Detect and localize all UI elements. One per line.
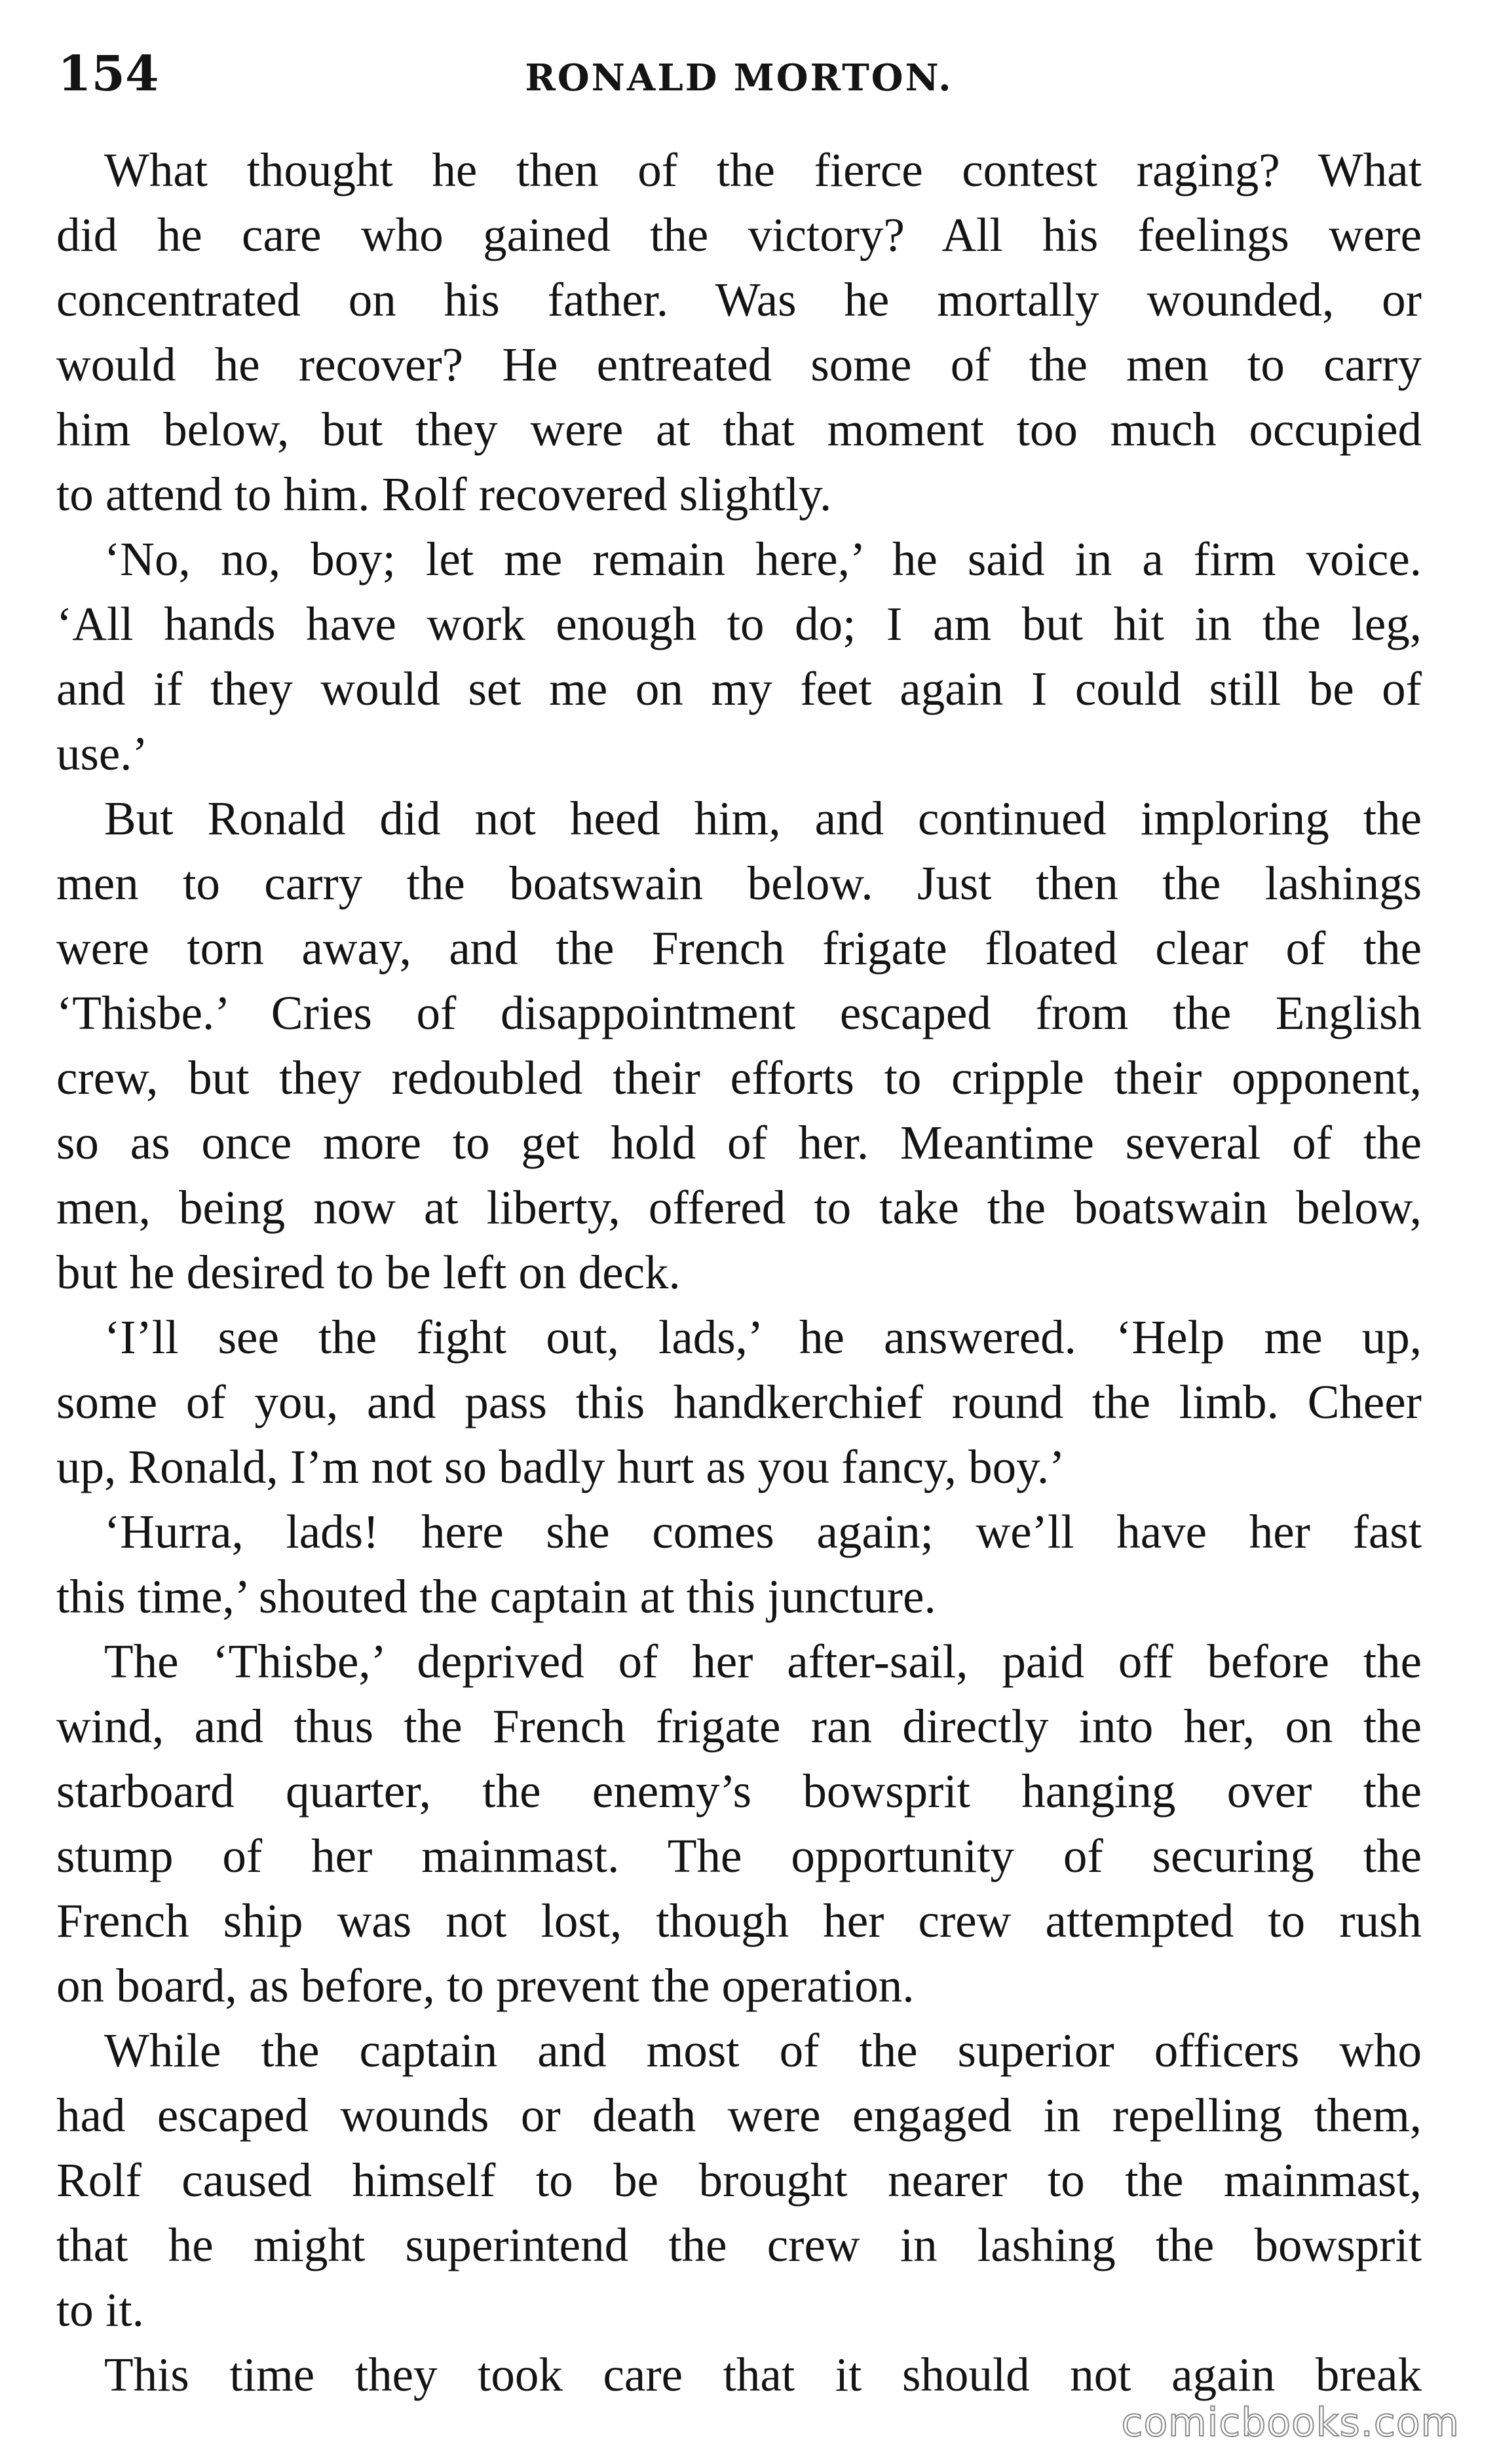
text-line: ‘No, no, boy; let me remain here,’ he said in a firm voice.: [56, 532, 1422, 586]
text-line: him below, but they were at that moment too much occupied: [56, 403, 1422, 456]
text-line: up, Ronald, I’m not so badly hurt as you fancy, boy.’: [56, 1440, 1065, 1493]
text-line: ‘All hands have work enough to do; I am but hit in the leg,: [56, 597, 1422, 650]
text-line: did he care who gained the victory? All his feelings were: [56, 208, 1422, 261]
text-line: use.’: [56, 727, 148, 780]
text-line: some of you, and pass this handkerchief round the limb. Cheer: [56, 1375, 1422, 1428]
page-number: 154: [58, 46, 159, 102]
text-line: Rolf caused himself to be brought nearer to the mainmast,: [56, 2154, 1422, 2207]
watermark: comicbooks.com: [1121, 2400, 1460, 2446]
text-line: What thought he then of the fierce contest raging? What: [56, 143, 1422, 196]
text-line: that he might superintend the crew in lashing the bowsprit: [56, 2218, 1422, 2271]
text-line: starboard quarter, the enemy’s bowsprit hanging over the: [56, 1764, 1422, 1818]
running-title: RONALD MORTON.: [525, 56, 953, 100]
text-line: had escaped wounds or death were engaged in repelling them,: [56, 2089, 1422, 2142]
text-line: But Ronald did not heed him, and continued imploring the: [56, 792, 1422, 845]
text-line: but he desired to be left on deck.: [56, 1246, 681, 1299]
text-line: stump of her mainmast. The opportunity of securing the: [56, 1829, 1422, 1882]
text-line: ‘Thisbe.’ Cries of disappointment escaped from the English: [56, 986, 1422, 1039]
text-line: to attend to him. Rolf recovered slightly.: [56, 468, 832, 521]
body-text: [56, 138, 1422, 2407]
text-line: While the captain and most of the superior officers who: [56, 2024, 1422, 2077]
text-line: concentrated on his father. Was he mortally wounded, or: [56, 273, 1422, 326]
text-line: French ship was not lost, though her crew attempted to rush: [56, 1894, 1422, 1947]
text-line: and if they would set me on my feet again I could still be of: [56, 662, 1422, 715]
text-line: men to carry the boatswain below. Just then the lashings: [56, 857, 1422, 910]
text-line: this time,’ shouted the captain at this juncture.: [56, 1570, 936, 1623]
page-header: [58, 38, 1420, 110]
text-line: to it.: [56, 2283, 144, 2336]
text-line: ‘Hurra, lads! here she comes again; we’ll have her fast: [56, 1505, 1422, 1558]
text-line: were torn away, and the French frigate floated clear of the: [56, 922, 1422, 975]
text-line: This time they took care that it should not again break: [56, 2348, 1422, 2401]
text-line: ‘I’ll see the fight out, lads,’ he answered. ‘Help me up,: [56, 1311, 1422, 1364]
text-line: would he recover? He entreated some of the men to carry: [56, 338, 1422, 391]
text-line: men, being now at liberty, offered to take the boatswain below,: [56, 1181, 1422, 1234]
text-line: crew, but they redoubled their efforts to cripple their opponent,: [56, 1051, 1422, 1104]
text-line: wind, and thus the French frigate ran directly into her, on the: [56, 1700, 1422, 1753]
text-line: on board, as before, to prevent the operation.: [56, 1959, 915, 2012]
text-line: The ‘Thisbe,’ deprived of her after-sail, paid off before the: [56, 1635, 1422, 1688]
text-line: so as once more to get hold of her. Meantime several of the: [56, 1116, 1422, 1169]
